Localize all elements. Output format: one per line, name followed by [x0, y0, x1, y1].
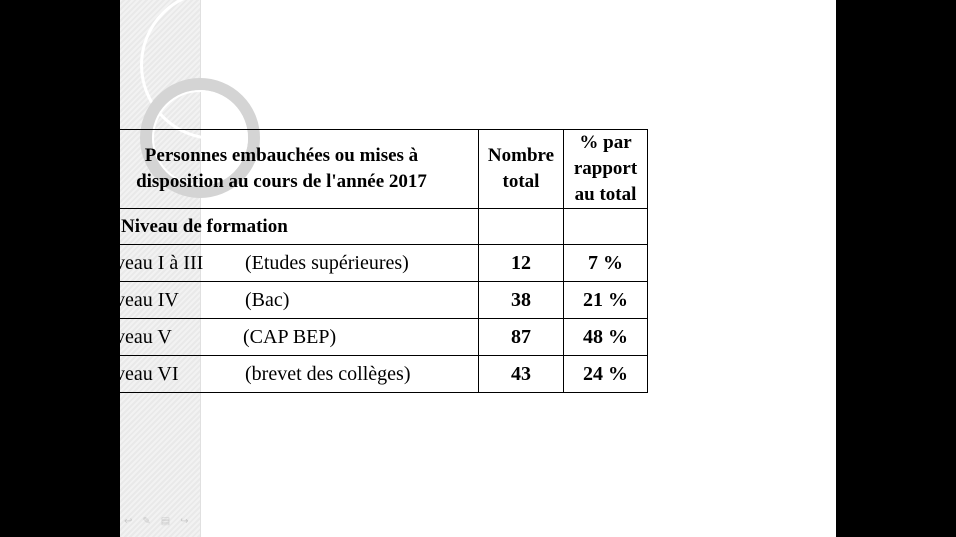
table-row [85, 319, 648, 356]
table-row [85, 356, 648, 393]
level-name: Niveau IV [95, 288, 179, 311]
table-header-row [85, 130, 648, 209]
percent-cell: 7 % [564, 245, 648, 282]
pen-icon[interactable]: ✎ [142, 516, 151, 527]
header-title: Personnes embauchées ou mises à disposition au cours de l'année 2017 [85, 130, 479, 209]
section-row [85, 209, 648, 245]
percent-cell: 24 % [564, 356, 648, 393]
total-cell: 38 [479, 282, 564, 319]
level-name: Niveau V [95, 325, 172, 348]
percent-cell: 48 % [564, 319, 648, 356]
level-cell [85, 282, 479, 319]
table-row [85, 245, 648, 282]
slideshow-controls [124, 516, 189, 528]
total-cell: 87 [479, 319, 564, 356]
level-description: (Etudes supérieures) [245, 252, 409, 274]
section-label: Niveau de formation [85, 209, 479, 245]
header-total: Nombre total [479, 130, 564, 209]
total-cell: 12 [479, 245, 564, 282]
total-cell: 43 [479, 356, 564, 393]
level-name: Niveau I à III [95, 251, 204, 274]
level-cell [85, 245, 479, 282]
header-percent: % par rapport au total [564, 130, 648, 209]
empty-cell [479, 209, 564, 245]
level-name: Niveau VI [95, 362, 179, 385]
table-row [85, 282, 648, 319]
forward-arrow-icon[interactable]: ↪ [180, 516, 189, 527]
level-description: (brevet des collèges) [245, 363, 411, 385]
level-cell [85, 356, 479, 393]
level-description: (Bac) [245, 289, 290, 311]
empty-cell [564, 209, 648, 245]
level-cell [85, 319, 479, 356]
menu-icon[interactable]: ▤ [160, 516, 171, 527]
percent-cell: 21 % [564, 282, 648, 319]
training-level-table [84, 129, 648, 393]
back-arrow-icon[interactable]: ↩ [124, 516, 133, 527]
level-description: (CAP BEP) [243, 326, 337, 348]
